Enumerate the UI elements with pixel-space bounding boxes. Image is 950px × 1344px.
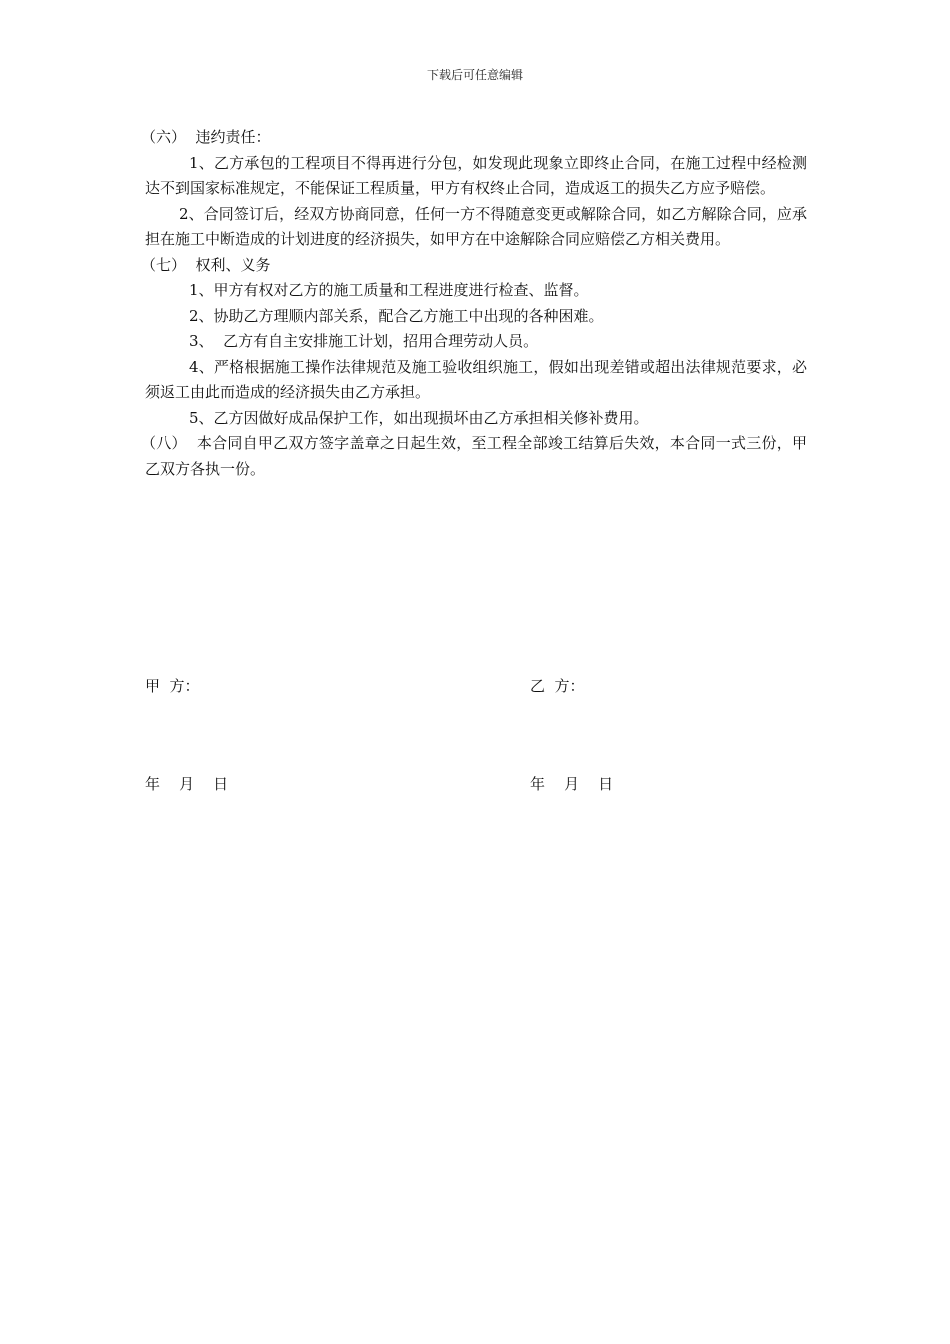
party-a-label: 甲 方： [145, 677, 200, 695]
signature-row [145, 675, 807, 701]
section-seven-item-3: 3、 乙方有自主安排施工计划，招用合理劳动人员。 [189, 332, 539, 350]
party-a-date: 年 月 日 [145, 775, 229, 793]
section-six-item-2: 2、合同签订后，经双方协商同意，任何一方不得随意变更或解除合同，如乙方解除合同，应承担在施工中断造成的计划进度的经济损失，如甲方在中途解除合同应赔偿乙方相关费用。 [145, 204, 807, 248]
section-seven-item-4: 4、严格根据施工操作法律规范及施工验收组织施工，假如出现差错或超出法律规范要求，必须返工由此而造成的经济损失由乙方承担。 [145, 357, 807, 401]
section-six-item-1: 1、乙方承包的工程项目不得再进行分包，如发现此现象立即终止合同，在施工过程中经检测达不到国家标准规定，不能保证工程质量，甲方有权终止合同，造成返工的损失乙方应予赔偿。 [145, 153, 807, 197]
date-row [145, 773, 807, 799]
section-six-heading: （六） 违约责任： [141, 128, 271, 146]
party-b-date: 年 月 日 [530, 775, 614, 793]
section-seven-item-5: 5、乙方因做好成品保护工作，如出现损坏由乙方承担相关修补费用。 [189, 408, 649, 427]
header-note: 下载后可任意编辑 [426, 68, 523, 82]
section-eight-text: （八） 本合同自甲乙双方签字盖章之日起生效，至工程全部竣工结算后失效，本合同一式三份，甲乙双方各执一份。 [141, 434, 807, 478]
section-seven-item-2: 2、协助乙方理顺内部关系，配合乙方施工中出现的各种困难。 [189, 306, 604, 325]
contract-body [141, 125, 807, 482]
section-seven-heading: （七） 权利、义务 [141, 255, 271, 274]
section-seven-item-1: 1、甲方有权对乙方的施工质量和工程进度进行检查、监督。 [189, 281, 589, 299]
party-b-label: 乙 方： [530, 677, 585, 695]
